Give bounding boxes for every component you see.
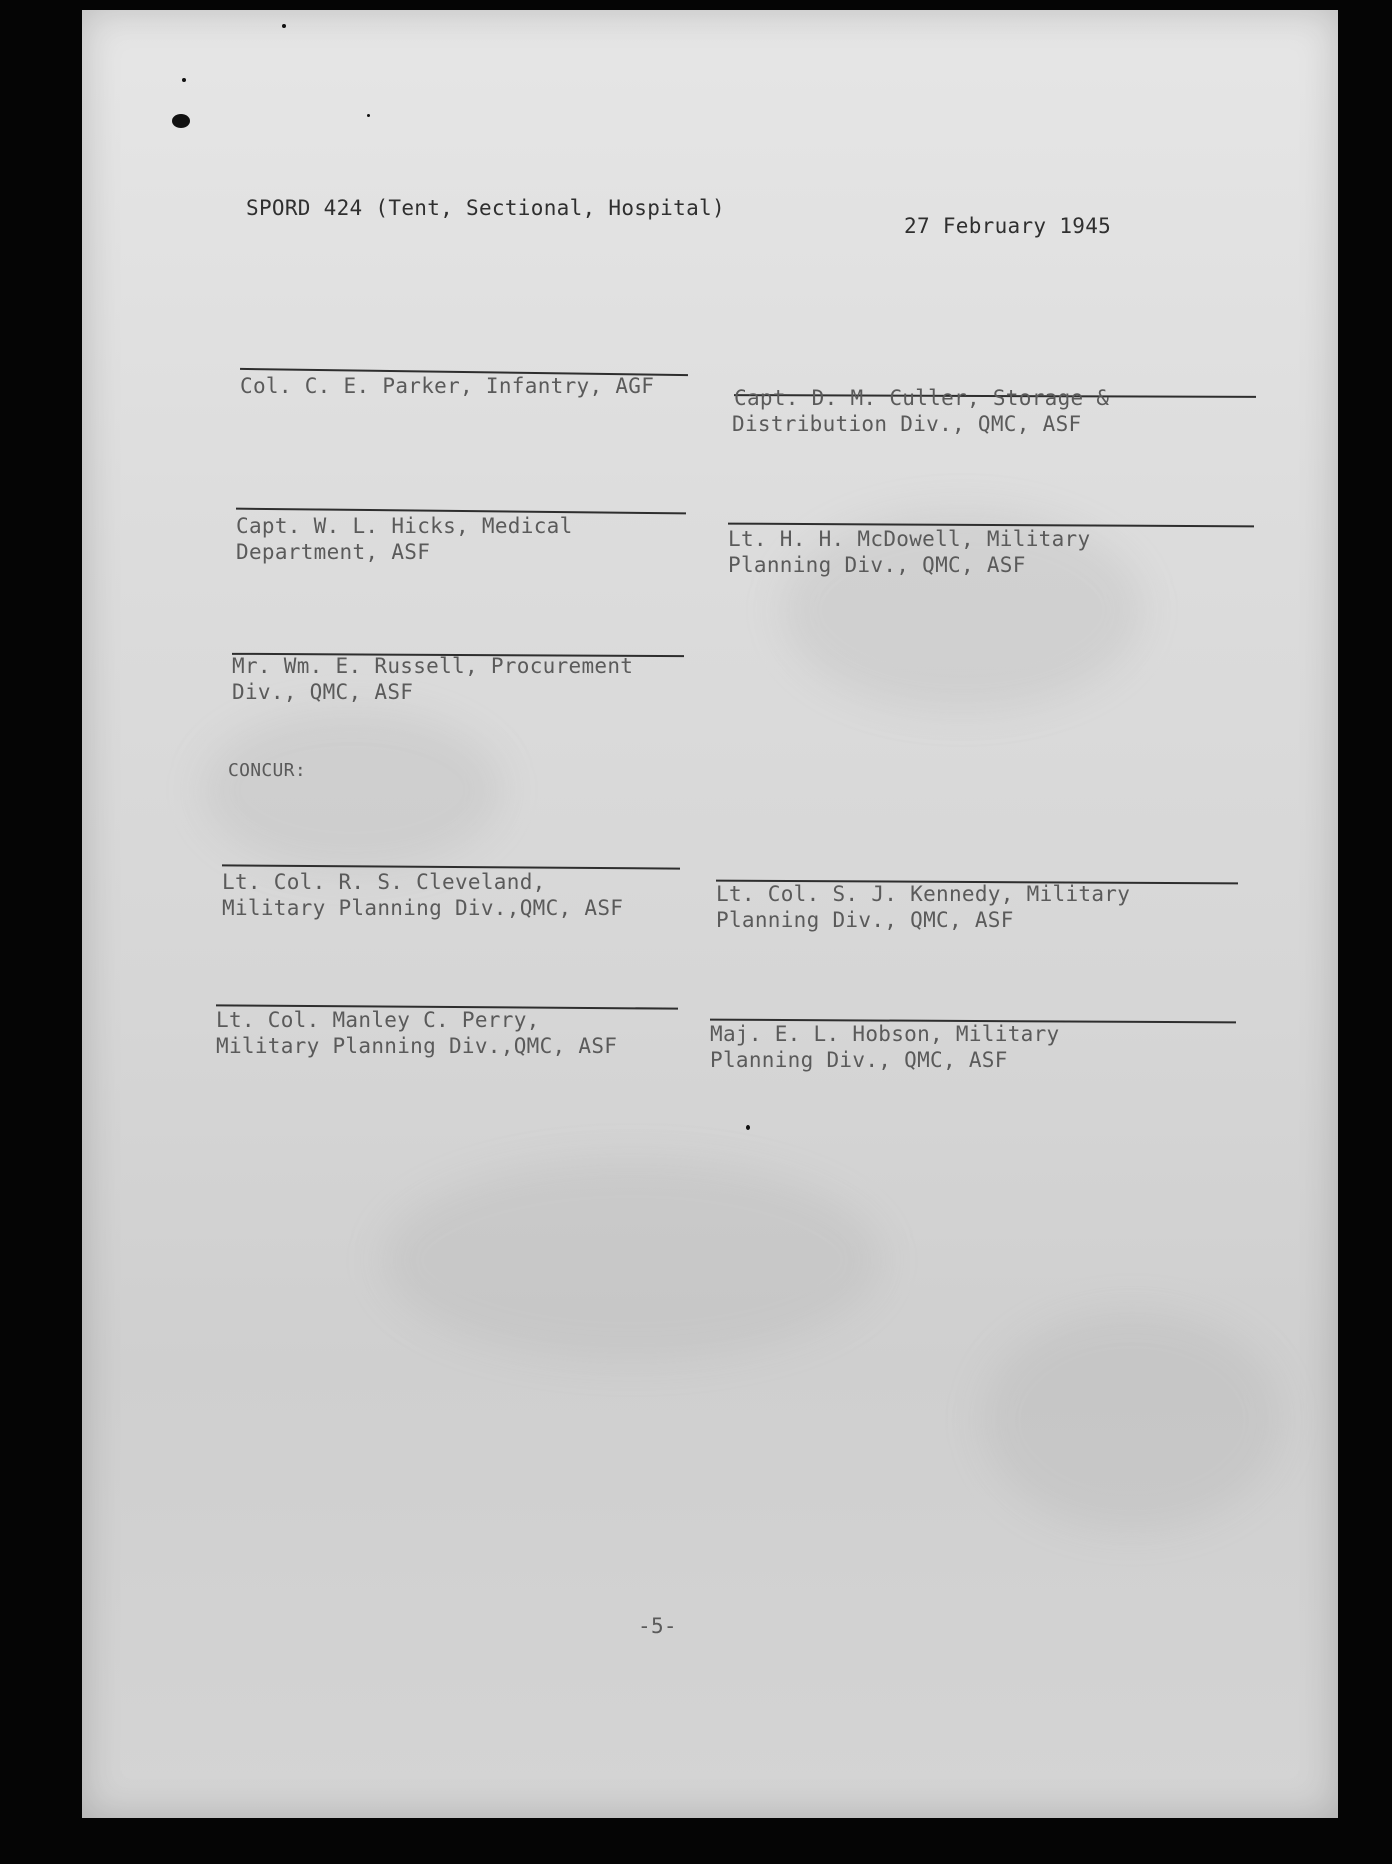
signatory-name: Col. C. E. Parker, Infantry, AGF: [240, 374, 655, 398]
concurrer-name: Lt. Col. R. S. Cleveland,: [222, 870, 546, 894]
concurrer-name: Lt. Col. S. J. Kennedy, Military: [716, 882, 1131, 906]
smudge: [982, 1310, 1282, 1530]
signatory-division: Distribution Div., QMC, ASF: [732, 412, 1082, 436]
signatory-name: Capt. W. L. Hicks, Medical: [236, 514, 573, 538]
smudge: [382, 1160, 882, 1360]
concurrer-name: Maj. E. L. Hobson, Military: [710, 1022, 1060, 1046]
signatory-name: Capt. D. M. Culler, Storage &: [734, 386, 1110, 410]
concurrer-name: Lt. Col. Manley C. Perry,: [216, 1008, 540, 1032]
document-page: [82, 10, 1338, 1818]
signatory-name: Mr. Wm. E. Russell, Procurement: [232, 654, 634, 678]
concurrer-division: Military Planning Div.,QMC, ASF: [222, 896, 624, 920]
page-number: -5-: [638, 1614, 677, 1638]
ink-speck: [172, 114, 190, 128]
ink-speck: [182, 78, 186, 82]
signatory-name: Lt. H. H. McDowell, Military: [728, 527, 1091, 551]
ink-speck: [367, 114, 370, 117]
document-date: 27 February 1945: [904, 214, 1112, 238]
signatory-division: Planning Div., QMC, ASF: [728, 553, 1026, 577]
concurrer-division: Planning Div., QMC, ASF: [710, 1048, 1008, 1072]
ink-speck: [282, 24, 286, 28]
concur-label: CONCUR:: [228, 760, 306, 781]
ink-speck: [746, 1125, 750, 1130]
document-reference: SPORD 424 (Tent, Sectional, Hospital): [246, 196, 725, 220]
concurrer-division: Military Planning Div.,QMC, ASF: [216, 1034, 618, 1058]
smudge: [202, 710, 502, 870]
signatory-division: Div., QMC, ASF: [232, 680, 414, 704]
concurrer-division: Planning Div., QMC, ASF: [716, 908, 1014, 932]
signatory-division: Department, ASF: [236, 540, 431, 564]
signature-line: [222, 864, 680, 869]
